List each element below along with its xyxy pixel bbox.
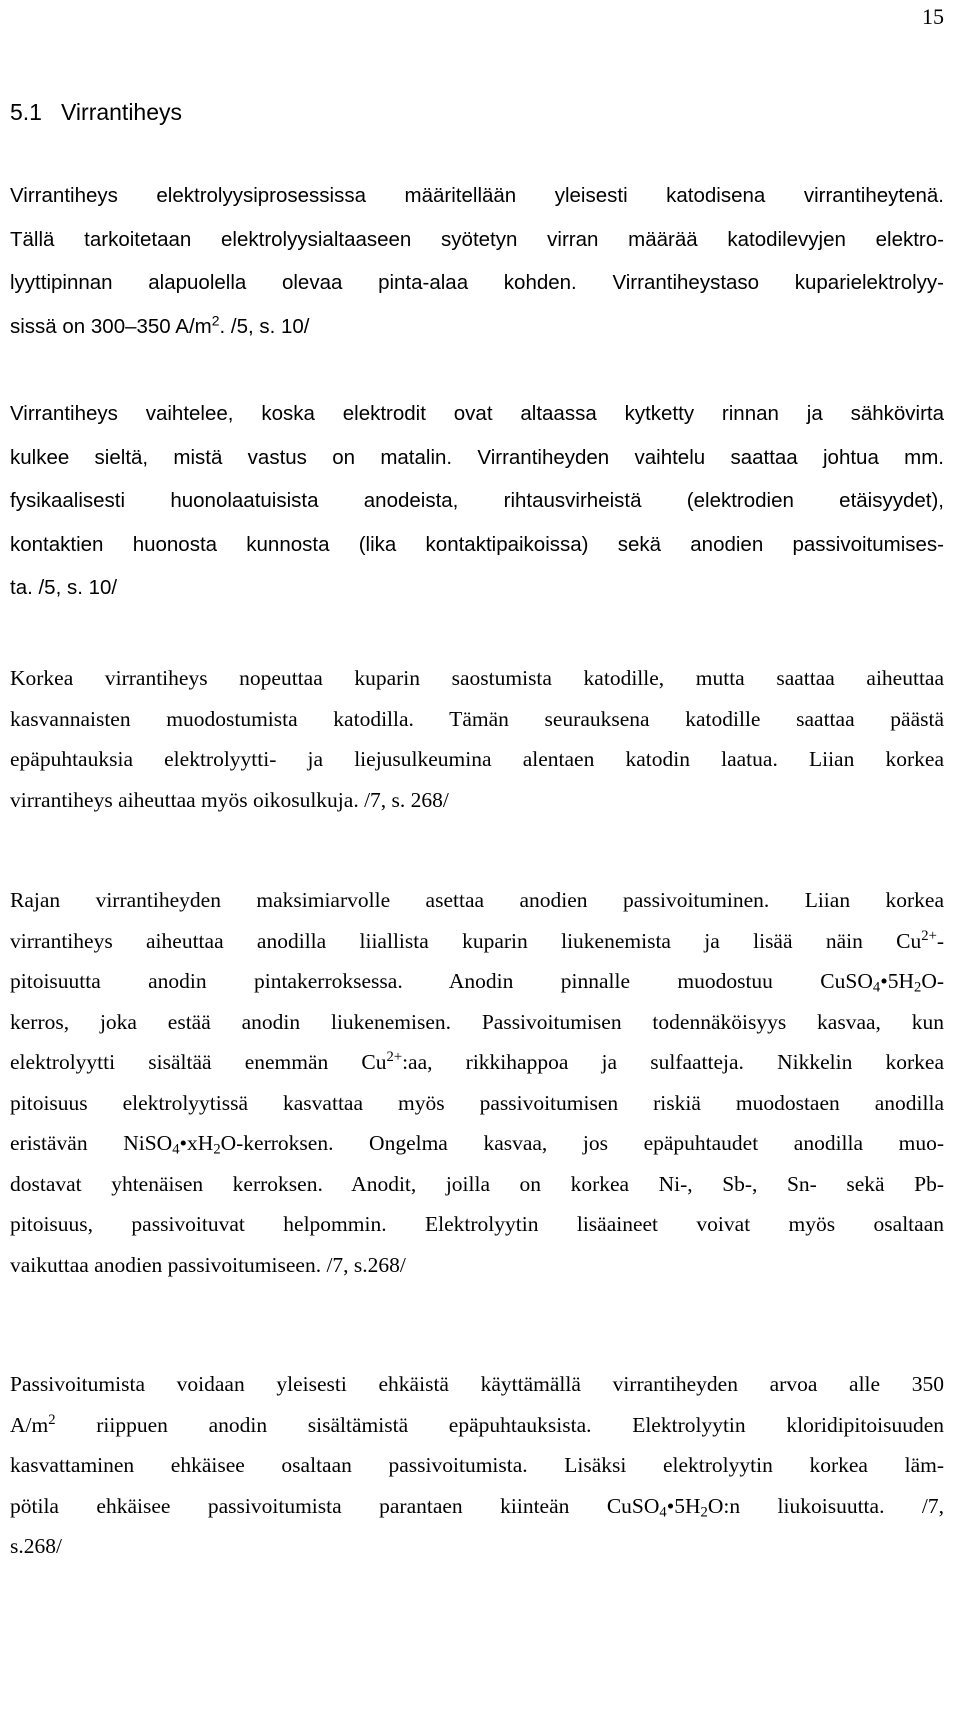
paragraph-passivation: [0, 880, 944, 1285]
text-line: Rajan virrantiheyden maksimiarvolle asettaa anodien passivoituminen. Liian korkea: [10, 888, 944, 912]
text-line: ta. /5, s. 10/: [10, 576, 118, 599]
text-line: pitoisuus, passivoituvat helpommin. Elektrolyytin lisäaineet voivat myös osaltaan: [10, 1212, 944, 1236]
text-line: pitoisuutta anodin pintakerroksessa. Anodin pinnalle muodostuu $CuSO_4•5H_2O-$: [10, 969, 944, 996]
text-line: kerros, joka estää anodin liukenemisen. Passivoitumisen todennäköisyys kasvaa, kun: [10, 1009, 944, 1034]
page-number: 15: [922, 4, 944, 29]
text-line: kontaktien huonosta kunnosta (lika kontaktipaikoissa) sekä anodien passivoitumises-: [10, 532, 944, 556]
text-line: kasvattaminen ehkäisee osaltaan passivoitumista. Lisäksi elektrolyytin korkea läm-: [10, 1453, 944, 1477]
text-line: Virrantiheys vaihtelee, koska elektrodit ovat altaassa kytketty rinnan ja sähkövirta: [10, 402, 944, 425]
text-line: eristävän $NiSO_4•xH_2O$-kerroksen. Ongelma kasvaa, jos epäpuhtaudet anodilla muo-: [10, 1131, 944, 1158]
paragraph-definition: [0, 174, 944, 348]
text-line: Virrantiheys elektrolyysiprosessissa määritellään yleisesti katodisena virrantiheytenä.: [10, 184, 944, 207]
text-line: fysikaalisesti huonolaatuisista anodeista, rihtausvirheistä (elektrodien etäisyydet),: [10, 489, 944, 512]
text-line: pötila ehkäisee passivoitumista parantaen kiinteän $CuSO_4•5H_2O:n$ liukoisuutta. /7,: [10, 1493, 944, 1521]
text-line: sissä on 300–350 $A/m^2$. /5, s. 10/: [10, 311, 310, 338]
section-title: Virrantiheys: [61, 99, 183, 125]
text-line: epäpuhtauksia elektrolyytti- ja liejusulkeumina alentaen katodin laatua. Liian korkea: [10, 747, 944, 771]
paragraph-prevention: [0, 1364, 944, 1567]
text-line: vaikuttaa anodien passivoitumiseen. /7, s.268/: [10, 1252, 406, 1277]
text-line: Tällä tarkoitetaan elektrolyysialtaaseen syötetyn virran määrää katodilevyjen elektro-: [10, 227, 944, 251]
text-line: kulkee sieltä, mistä vastus on matalin. Virrantiheyden vaihtelu saattaa johtua mm.: [10, 445, 944, 469]
text-line: Korkea virrantiheys nopeuttaa kuparin saostumista katodille, mutta saattaa aiheuttaa: [10, 666, 944, 690]
text-line: dostavat yhtenäisen kerroksen. Anodit, joilla on korkea Ni-, Sb-, Sn- sekä Pb-: [10, 1171, 944, 1196]
text-line: lyyttipinnan alapuolella olevaa pinta-alaa kohden. Virrantiheystaso kuparielektrolyy-: [10, 271, 944, 294]
text-line: elektrolyytti sisältää enemmän $Cu^{2+}:aa$, rikkihappoa ja sulfaatteja. Nikkelin korkea: [10, 1048, 944, 1074]
section-heading: [0, 96, 944, 128]
text-line: virrantiheys aiheuttaa myös oikosulkuja. /7, s. 268/: [10, 787, 449, 812]
text-line: pitoisuus elektrolyytissä kasvattaa myös passivoitumisen riskiä muodostaen anodilla: [10, 1090, 944, 1115]
text-line: Passivoitumista voidaan yleisesti ehkäistä käyttämällä virrantiheyden arvoa alle 350: [10, 1372, 944, 1396]
text-line: s.268/: [10, 1534, 62, 1558]
text-line: virrantiheys aiheuttaa anodilla liiallista kuparin liukenemista ja lisää näin $Cu^{2+}-$: [10, 927, 944, 953]
text-line: $A/m^2$ riippuen anodin sisältämistä epäpuhtauksista. Elektrolyytin kloridipitoisuuden: [10, 1411, 944, 1437]
paragraph-high-density: [0, 658, 944, 820]
section-number: 5.1: [10, 99, 42, 125]
paragraph-variation: [0, 392, 944, 610]
text-line: kasvannaisten muodostumista katodilla. Tämän seurauksena katodille saattaa päästä: [10, 706, 944, 731]
